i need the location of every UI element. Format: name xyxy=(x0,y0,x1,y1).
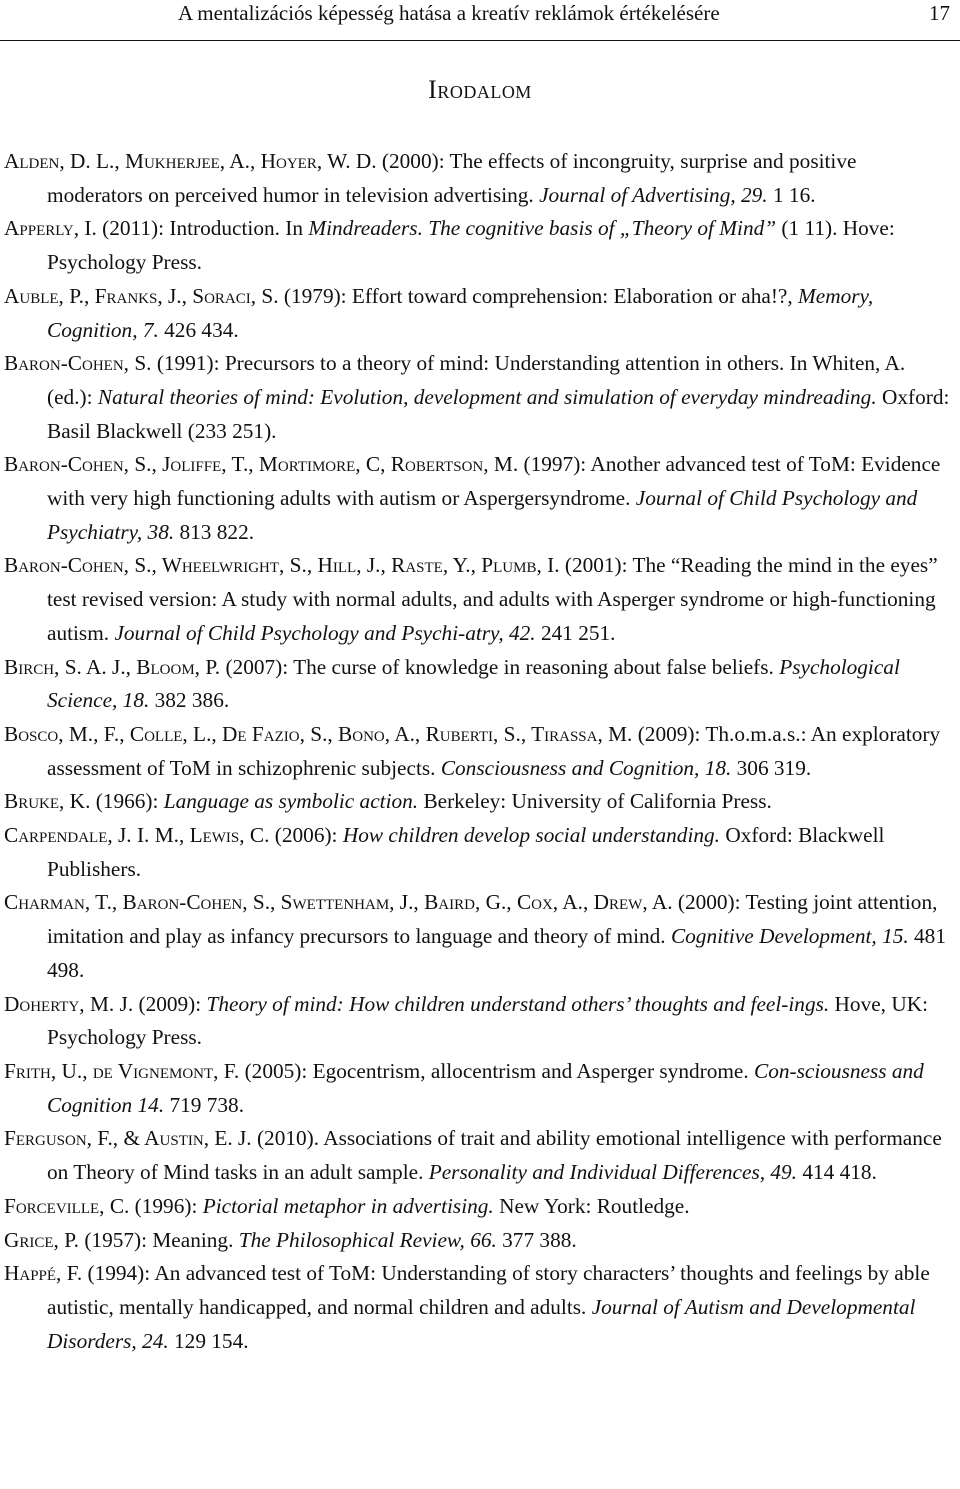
reference-text: (1991): Precursors to a theory of mind: Understanding attention in others. In Whiten, A. (ed.): xyxy=(47,351,906,409)
reference-source: Con-sciousness and Cognition 14. xyxy=(47,1058,924,1117)
reference-text: (2001): The “Reading the mind in the eyes” test revised version: A study with normal adults, and adults with Asperger syndrome or high-functioning autism. xyxy=(47,553,938,645)
reference-pages: 306 319. xyxy=(736,755,812,780)
reference-entry xyxy=(4,145,954,212)
reference-pages: Oxford: Basil Blackwell (233 251). xyxy=(47,384,950,443)
reference-source: Pictorial metaphor in advertising. xyxy=(202,1193,494,1218)
reference-entry xyxy=(4,785,954,819)
reference-pages: 241 251. xyxy=(540,620,616,645)
reference-pages: 481 498. xyxy=(47,924,946,982)
reference-source: Journal of Advertising, 29. xyxy=(539,182,768,207)
reference-pages: 129 154. xyxy=(174,1328,249,1353)
reference-source: Mindreaders. The cognitive basis of „Theory of Mind” xyxy=(308,216,777,241)
reference-entry xyxy=(4,886,954,987)
reference-entry xyxy=(4,819,954,886)
page-number: 17 xyxy=(929,1,950,25)
reference-entry xyxy=(4,448,954,549)
reference-pages: (1 11). Hove: Psychology Press. xyxy=(47,216,895,275)
reference-pages: 1 16. xyxy=(772,182,816,207)
reference-pages: New York: Routledge. xyxy=(499,1193,690,1218)
reference-entry xyxy=(4,347,954,448)
reference-pages: 813 822. xyxy=(179,519,255,544)
reference-authors: Baron-Cohen, S., Wheelwright, S., Hill, J., Raste, Y., Plumb, I. xyxy=(4,553,560,578)
reference-source: Journal of Child Psychology and Psychiatry, 38. xyxy=(47,486,918,544)
reference-source: Psychological Science, 18. xyxy=(47,654,900,713)
reference-entry xyxy=(4,651,954,718)
reference-pages: Oxford: Blackwell Publishers. xyxy=(47,823,885,881)
reference-authors: Grice, P. xyxy=(4,1227,80,1252)
running-title: A mentalizációs képesség hatása a kreatív reklámok értékelésére xyxy=(178,1,720,25)
reference-authors: Bosco, M., F., Colle, L., De Fazio, S., Bono, A., Ruberti, S., Tirassa, M. xyxy=(4,721,633,746)
reference-text: (1997): Another advanced test of ToM: Evidence with very high functioning adults with autism or Aspergersyndrome. xyxy=(47,452,941,511)
reference-authors: Charman, T., Baron-Cohen, S., Swettenham, J., Baird, G., Cox, A., Drew, A. xyxy=(4,890,673,915)
reference-pages: 377 388. xyxy=(502,1227,577,1252)
reference-source: How children develop social understanding. xyxy=(342,823,720,848)
reference-authors: Baron-Cohen, S. xyxy=(4,351,152,376)
reference-text: (2011): Introduction. In xyxy=(102,216,304,241)
reference-source: The Philosophical Review, 66. xyxy=(238,1227,497,1252)
reference-text: (2000): The effects of incongruity, surprise and positive moderators on perceived humor in television advertising. xyxy=(47,149,857,207)
reference-authors: Apperly, I. xyxy=(4,216,97,241)
reference-authors: Carpendale, J. I. M., Lewis, C. xyxy=(4,823,270,848)
reference-text: (2006): xyxy=(274,823,338,848)
reference-pages: 426 434. xyxy=(164,317,239,342)
reference-entry xyxy=(4,549,954,650)
reference-pages: Berkeley: University of California Press. xyxy=(423,789,772,814)
reference-authors: Ferguson, F., & Austin, E. J. xyxy=(4,1126,252,1151)
reference-source: Journal of Child Psychology and Psychi-atry, 42. xyxy=(114,620,536,645)
reference-authors: Forceville, C. xyxy=(4,1193,130,1218)
reference-entry xyxy=(4,1122,954,1189)
reference-source: Memory, Cognition, 7. xyxy=(47,283,874,342)
reference-source: Journal of Autism and Developmental Disorders, 24. xyxy=(47,1294,916,1353)
reference-authors: Frith, U., de Vignemont, F. xyxy=(4,1058,240,1083)
reference-entry xyxy=(4,212,954,279)
reference-text: (1996): xyxy=(134,1193,198,1218)
reference-text: (2009): xyxy=(138,991,202,1016)
reference-source: Theory of mind: How children understand others’ thoughts and feel-ings. xyxy=(206,991,830,1016)
reference-entry xyxy=(4,1224,954,1258)
reference-authors: Baron-Cohen, S., Joliffe, T., Mortimore, C, Robertson, M. xyxy=(4,452,519,477)
reference-authors: Alden, D. L., Mukherjee, A., Hoyer, W. D. xyxy=(4,149,377,173)
reference-text: (1979): Effort toward comprehension: Elaboration or aha!?, xyxy=(283,283,793,308)
reference-authors: Birch, S. A. J., Bloom, P. xyxy=(4,654,221,679)
reference-pages: 414 418. xyxy=(802,1160,877,1185)
reference-entry xyxy=(4,1257,954,1358)
reference-authors: Doherty, M. J. xyxy=(4,991,134,1016)
reference-source: Natural theories of mind: Evolution, development and simulation of everyday mindreading. xyxy=(97,384,877,409)
reference-text: (1957): Meaning. xyxy=(84,1227,234,1252)
reference-authors: Bruke, K. xyxy=(4,789,91,814)
reference-text: (2010). Associations of trait and ability emotional intelligence with performance on Theory of Mind tasks in an adult sample. xyxy=(47,1126,942,1185)
reference-entry xyxy=(4,1190,954,1224)
reference-authors: Auble, P., Franks, J., Soraci, S. xyxy=(4,283,279,308)
reference-pages: 382 386. xyxy=(154,688,230,713)
reference-list xyxy=(4,145,954,1358)
reference-text: (2000): Testing joint attention, imitation and play as infancy precursors to language and theory of mind. xyxy=(47,890,938,949)
reference-entry xyxy=(4,280,954,347)
reference-text: (2009): Th.o.m.a.s.: An exploratory assessment of ToM in schizophrenic subjects. xyxy=(47,721,941,780)
reference-pages: Hove, UK: Psychology Press. xyxy=(47,991,929,1050)
section-title: Irodalom xyxy=(428,75,532,104)
reference-source: Personality and Individual Differences, 49. xyxy=(428,1160,798,1185)
reference-text: (2007): The curse of knowledge in reasoning about false beliefs. xyxy=(225,654,774,679)
reference-text: (1966): xyxy=(95,789,159,814)
reference-entry xyxy=(4,988,954,1055)
reference-text: (2005): Egocentrism, allocentrism and Asperger syndrome. xyxy=(244,1058,749,1083)
reference-text: (1994): An advanced test of ToM: Understanding of story characters’ thoughts and feelings by able autistic, mentally handicapped, and normal children and adults. xyxy=(47,1261,930,1319)
reference-entry xyxy=(4,718,954,785)
reference-authors: Happé, F. xyxy=(4,1261,83,1286)
running-header xyxy=(0,0,960,41)
reference-entry xyxy=(4,1055,954,1122)
reference-source: Language as symbolic action. xyxy=(163,789,419,814)
reference-pages: 719 738. xyxy=(169,1092,245,1117)
reference-source: Consciousness and Cognition, 18. xyxy=(440,755,732,780)
reference-source: Cognitive Development, 15. xyxy=(670,924,909,949)
